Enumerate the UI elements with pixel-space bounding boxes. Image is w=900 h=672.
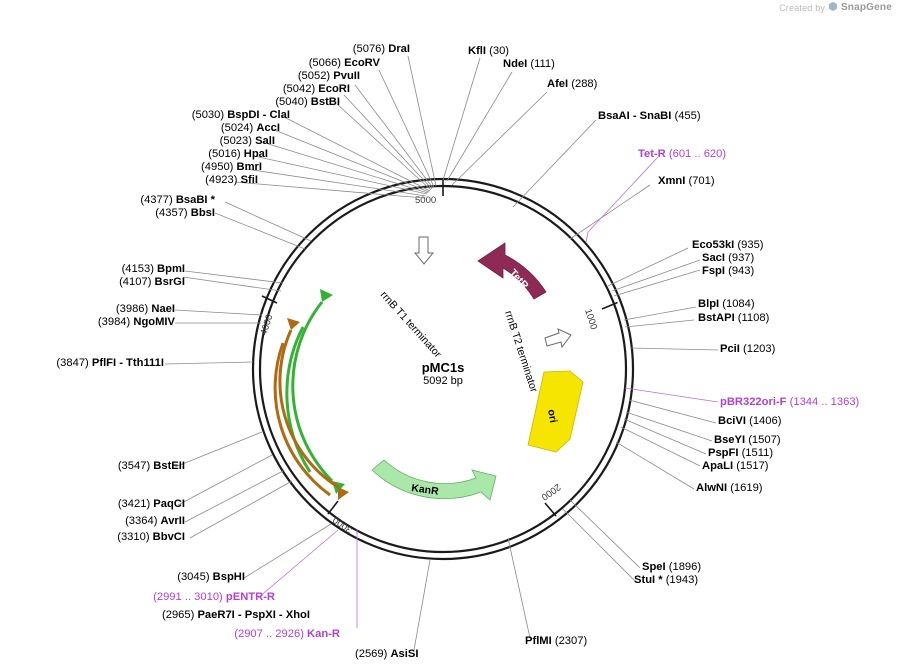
label-spei: SpeI (1896) — [642, 561, 702, 573]
feature-label-rrnb-t1: rrnB T1 terminator — [377, 288, 444, 361]
label-bsabi: (4377) BsaBI * — [140, 194, 215, 206]
plasmid-size: 5092 bp — [423, 375, 463, 387]
label-fspi: FspI (943) — [702, 265, 755, 277]
label-sali: (5023) SalI — [219, 135, 275, 147]
label-apali: ApaLI (1517) — [702, 460, 769, 472]
label-naei: (3986) NaeI — [115, 303, 175, 315]
label-bbvci: (3310) BbvCI — [117, 531, 185, 543]
feature-label-tetr: TetR — [506, 266, 531, 292]
label-ecori: (5042) EcoRI — [282, 83, 350, 95]
label-pvuii: (5052) PvuII — [297, 70, 360, 82]
label-blpi: BlpI (1084) — [698, 298, 755, 310]
label-drai: (5076) DraI — [352, 43, 410, 55]
tick-label-4000: 4000 — [258, 313, 276, 337]
label-bsphi: (3045) BspHI — [177, 571, 245, 583]
label-tet-r: Tet-R (601 .. 620) — [638, 148, 727, 160]
label-pflmi: PflMI (2307) — [525, 635, 588, 647]
feature-label-kanr: KanR — [410, 482, 440, 498]
label-bseyi: BseYI (1507) — [714, 434, 781, 446]
label-bsteii: (3547) BstEII — [117, 460, 185, 472]
label-kfli: KflI (30) — [468, 45, 510, 57]
label-eco53ki: Eco53kI (935) — [692, 239, 764, 251]
label-pentr-r: (2991 .. 3010) pENTR-R — [153, 591, 275, 603]
label-saci: SacI (937) — [702, 252, 755, 264]
label-pbr322ori-f: pBR322ori-F (1344 .. 1363) — [720, 396, 860, 408]
feature-label-ori: ori — [545, 408, 560, 424]
snapgene-logo-icon: ⬢ — [828, 1, 838, 13]
green-arrowhead-2 — [320, 289, 333, 302]
label-afei: AfeI (288) — [547, 78, 598, 90]
label-alwni: AlwNI (1619) — [696, 482, 763, 494]
label-xmni: XmnI (701) — [658, 175, 715, 187]
label-bcivi: BciVI (1406) — [718, 415, 782, 427]
plasmid-name: pMC1s — [421, 360, 465, 375]
leader-lines-right — [513, 120, 718, 582]
feature-label-rrnb-t2: rrnB T2 terminator — [502, 309, 540, 394]
tick-label-3000: 3000 — [331, 513, 355, 535]
label-bstapi: BstAPI (1108) — [698, 312, 770, 324]
label-bstbi: (5040) BstBI — [275, 96, 340, 108]
label-pspfi: PspFI (1511) — [708, 447, 774, 459]
label-bpmi: (4153) BpmI — [121, 263, 185, 275]
label-ndei: NdeI (111) — [503, 58, 555, 70]
brown-arrowhead-2 — [287, 318, 300, 330]
label-sfii: (4923) SfiI — [205, 174, 258, 186]
label-pcii: PciI (1203) — [720, 343, 776, 355]
feature-brown-arcs — [275, 330, 338, 495]
tick-label-2000: 2000 — [538, 481, 563, 503]
label-kan-r: (2907 .. 2926) Kan-R — [234, 628, 340, 640]
tick-label-5000: 5000 — [415, 195, 437, 206]
label-avrii: (3364) AvrII — [125, 515, 185, 527]
credit-brand: SnapGene — [840, 2, 892, 13]
label-paer7i-pspxi-xhoi: (2965) PaeR7I - PspXI - XhoI — [162, 609, 310, 621]
brown-arrowhead-1 — [338, 487, 349, 500]
label-pflfi-tth111i: (3847) PflFI - Tth111I — [56, 357, 164, 369]
label-paqci: (3421) PaqCI — [117, 498, 185, 510]
feature-rrnb-t2-terminator — [545, 329, 571, 347]
label-bsrgi: (4107) BsrGI — [119, 276, 185, 288]
tick-label-1000: 1000 — [582, 307, 600, 332]
label-bsaai-snabi: BsaAI - SnaBI (455) — [598, 110, 701, 122]
credit-prefix: Created by — [779, 2, 826, 13]
leader-lines-bottom — [414, 538, 530, 650]
label-stui: StuI * (1943) — [634, 574, 699, 586]
label-ngomiv: (3984) NgoMIV — [97, 316, 175, 328]
label-asisi: (2569) AsiSI — [355, 648, 419, 660]
leader-lines-top-center — [443, 58, 547, 185]
leader-lines-purple-right — [586, 157, 718, 402]
label-bspdi-clai: (5030) BspDI - ClaI — [191, 109, 290, 121]
label-hpai: (5016) HpaI — [208, 148, 268, 160]
label-acci: (5024) AccI — [220, 122, 280, 134]
label-bmri: (4950) BmrI — [201, 161, 262, 173]
label-ecorv: (5066) EcoRV — [308, 57, 380, 69]
label-bbsi: (4357) BbsI — [155, 207, 215, 219]
feature-rrnb-t1-terminator — [415, 237, 433, 264]
